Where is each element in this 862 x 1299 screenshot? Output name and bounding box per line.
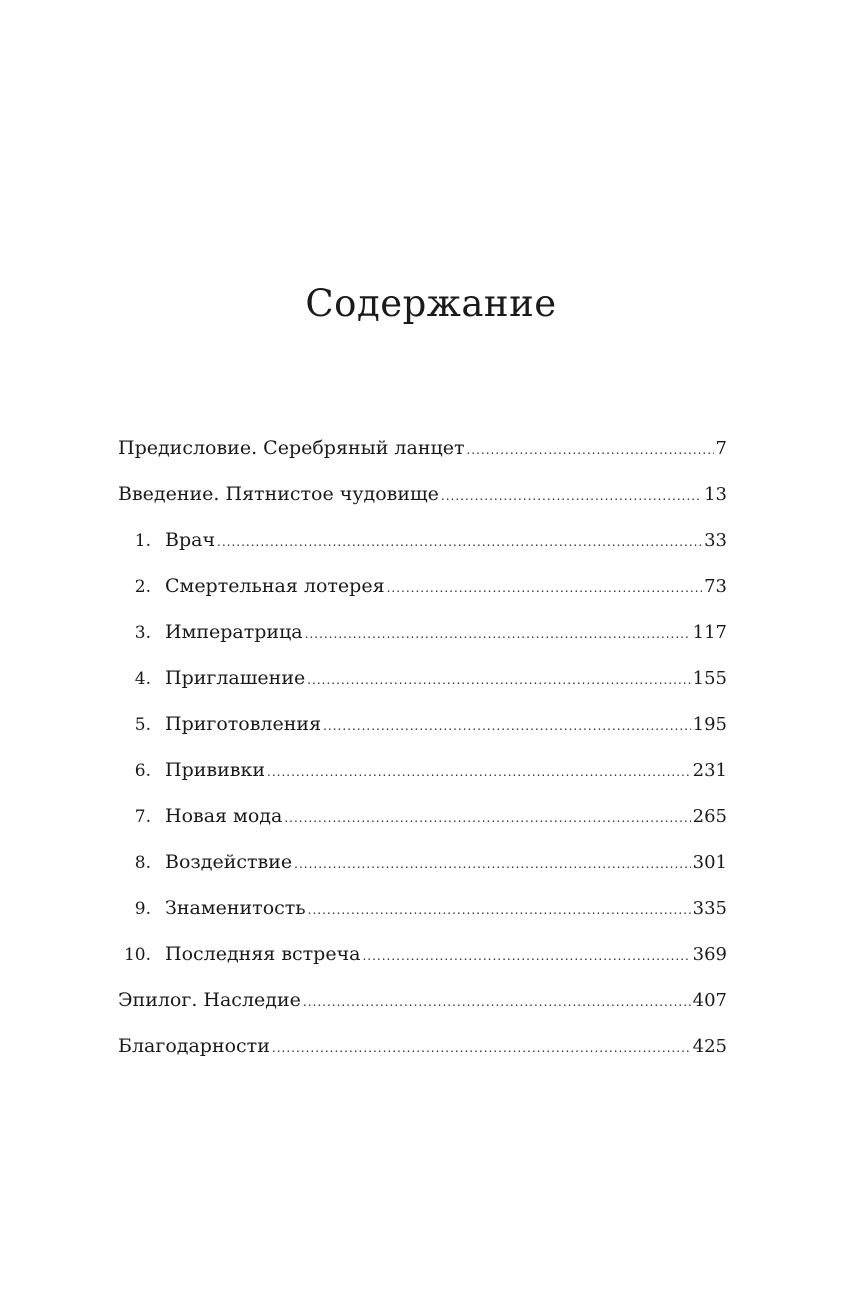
- toc-page-number: 117: [692, 622, 727, 643]
- toc-entry-chapter-4[interactable]: [118, 660, 727, 706]
- toc-entry-chapter-3[interactable]: [118, 614, 727, 660]
- toc-entry-label: Новая мода: [165, 805, 283, 827]
- toc-entry-epilogue[interactable]: [118, 982, 727, 1028]
- chapter-number: 1.: [134, 531, 151, 551]
- dot-leader: [387, 570, 703, 606]
- toc-page-number: 7: [715, 438, 727, 459]
- toc-entry-chapter-9[interactable]: [118, 890, 727, 936]
- toc-entry-label: Введение. Пятнистое чудовище: [118, 483, 439, 505]
- dot-leader: [307, 662, 690, 698]
- toc-entry-chapter-8[interactable]: [118, 844, 727, 890]
- toc-entry-label: Эпилог. Наследие: [118, 989, 301, 1011]
- chapter-number: 8.: [134, 853, 151, 873]
- toc-entry-chapter-6[interactable]: [118, 752, 727, 798]
- toc-page-number: 407: [692, 990, 727, 1011]
- toc-page-number: 301: [692, 852, 727, 873]
- toc-page-number: 13: [704, 484, 727, 505]
- toc-entry-label: Воздействие: [165, 851, 293, 873]
- toc-page-number: 265: [692, 806, 727, 827]
- dot-leader: [303, 984, 691, 1020]
- toc-entry-acknowledgements[interactable]: [118, 1028, 727, 1074]
- toc-entry-chapter-10[interactable]: [118, 936, 727, 982]
- toc-entry-label: Предисловие. Серебряный ланцет: [118, 437, 465, 459]
- dot-leader: [323, 708, 691, 744]
- dot-leader: [267, 754, 691, 790]
- toc-entry-chapter-1[interactable]: [118, 522, 727, 568]
- toc-page-number: 73: [704, 576, 727, 597]
- toc-entry-label: Врач: [165, 529, 216, 551]
- toc-entry-label: Приготовления: [165, 713, 322, 735]
- dot-leader: [284, 800, 690, 836]
- toc-entry-label: Благодарности: [118, 1035, 270, 1057]
- page-title: Содержание: [305, 282, 557, 325]
- toc-entry-introduction[interactable]: [118, 476, 727, 522]
- chapter-number: 4.: [134, 669, 151, 689]
- dot-leader: [272, 1030, 691, 1066]
- chapter-number: 5.: [134, 715, 151, 735]
- chapter-number: 10.: [123, 945, 151, 965]
- toc-page-number: 155: [692, 668, 727, 689]
- chapter-number: 3.: [134, 623, 151, 643]
- toc-entry-label: Приглашение: [165, 667, 306, 689]
- toc-page-number: 231: [692, 760, 727, 781]
- chapter-number: 7.: [134, 807, 151, 827]
- dot-leader: [466, 432, 713, 468]
- chapter-number: 6.: [134, 761, 151, 781]
- table-of-contents: [118, 430, 727, 1074]
- dot-leader: [217, 524, 702, 560]
- toc-entry-label: Смертельная лотерея: [165, 575, 385, 597]
- toc-entry-label: Прививки: [165, 759, 265, 781]
- toc-page-number: 335: [692, 898, 727, 919]
- toc-page-number: 369: [692, 944, 727, 965]
- chapter-number: 9.: [134, 899, 151, 919]
- toc-entry-label: Императрица: [165, 621, 303, 643]
- dot-leader: [294, 846, 691, 882]
- toc-page-number: 425: [692, 1036, 727, 1057]
- toc-page-number: 33: [704, 530, 727, 551]
- dot-leader: [305, 616, 691, 652]
- toc-entry-chapter-7[interactable]: [118, 798, 727, 844]
- chapter-number: 2.: [134, 577, 151, 597]
- dot-leader: [441, 478, 702, 514]
- dot-leader: [362, 938, 690, 974]
- toc-entry-label: Знаменитость: [165, 897, 306, 919]
- toc-entry-chapter-2[interactable]: [118, 568, 727, 614]
- toc-entry-preface[interactable]: [118, 430, 727, 476]
- toc-entry-chapter-5[interactable]: [118, 706, 727, 752]
- dot-leader: [308, 892, 691, 928]
- toc-page-number: 195: [692, 714, 727, 735]
- toc-entry-label: Последняя встреча: [165, 943, 361, 965]
